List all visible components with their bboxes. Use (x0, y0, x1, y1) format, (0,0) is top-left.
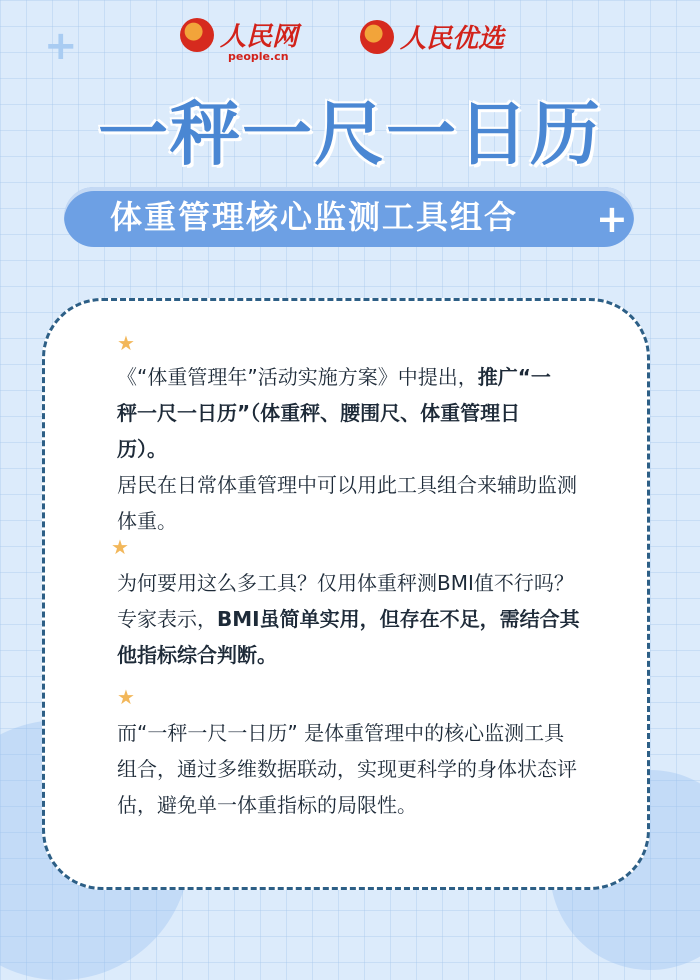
section-line: 估，避免单一体重指标的局限性。 (117, 793, 417, 817)
star-icon: ★ (111, 535, 129, 559)
plus-icon: + (44, 23, 78, 69)
people-logo-icon (180, 18, 214, 52)
section-1 (117, 359, 637, 539)
star-icon: ★ (117, 331, 135, 355)
section-line: 居民在日常体重管理中可以用此工具组合来辅助监测 (117, 473, 577, 497)
page-title: 一秤一尺一日历 (98, 93, 602, 175)
youxuan-logo (360, 18, 504, 55)
youxuan-brand: 人民优选 (400, 24, 505, 54)
subtitle-banner (64, 187, 634, 247)
youxuan-logo-icon (360, 20, 394, 54)
subtitle-text: 体重管理核心监测工具组合 (110, 198, 519, 236)
section-3 (117, 715, 637, 823)
section-line: 他指标综合判断。 (117, 643, 277, 667)
section-2 (117, 565, 637, 673)
people-logo (180, 16, 299, 63)
star-icon: ★ (117, 685, 135, 709)
section-line: 历）。 (117, 437, 167, 461)
people-domain: people.cn (228, 50, 289, 63)
people-brand: 人民网 (220, 22, 299, 52)
section-line: 秤一尺一日历”（体重秤、腰围尺、体重管理日 (117, 401, 521, 425)
logo-bar (0, 14, 700, 69)
section-line: 组合，通过多维数据联动，实现更科学的身体状态评 (117, 757, 577, 781)
section-line: 而“一秤一尺一日历” 是体重管理中的核心监测工具 (117, 721, 565, 745)
info-card (42, 298, 650, 890)
section-line: 《“体重管理年”活动实施方案》中提出，推广“一 (117, 365, 551, 389)
section-line: 为何要用这么多工具？仅用体重秤测BMI值不行吗？ (117, 571, 574, 595)
section-line: 体重。 (117, 509, 177, 533)
section-line: 专家表示，BMI虽简单实用，但存在不足，需结合其 (117, 607, 580, 631)
plus-icon: + (596, 197, 628, 241)
